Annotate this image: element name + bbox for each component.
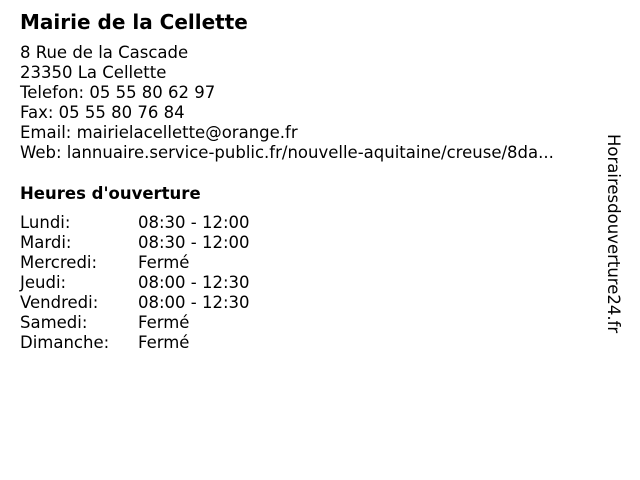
fax-line: Fax: 05 55 80 76 84 xyxy=(20,103,185,122)
day-label: Mardi: xyxy=(20,233,72,252)
hours-value: Fermé xyxy=(138,333,190,352)
opening-hours-heading: Heures d'ouverture xyxy=(20,184,201,203)
city-line: 23350 La Cellette xyxy=(20,63,167,82)
day-label: Jeudi: xyxy=(20,273,67,292)
hours-value: 08:30 - 12:00 xyxy=(138,213,250,232)
hours-value: 08:30 - 12:00 xyxy=(138,233,250,252)
page-title: Mairie de la Cellette xyxy=(20,10,248,34)
web-line: Web: lannuaire.service-public.fr/nouvelle-aquitaine/creuse/8da... xyxy=(20,143,554,162)
phone-line: Telefon: 05 55 80 62 97 xyxy=(20,83,216,102)
day-label: Dimanche: xyxy=(20,333,110,352)
address-block xyxy=(20,43,554,163)
email-line: Email: mairielacellette@orange.fr xyxy=(20,123,298,142)
hours-value: 08:00 - 12:30 xyxy=(138,273,250,292)
day-label: Samedi: xyxy=(20,313,88,332)
day-label: Mercredi: xyxy=(20,253,98,272)
hours-value: 08:00 - 12:30 xyxy=(138,293,250,312)
site-watermark: Horairesdouverture24.fr xyxy=(604,134,623,334)
day-label: Lundi: xyxy=(20,213,71,232)
street-line: 8 Rue de la Cascade xyxy=(20,43,189,62)
hours-value: Fermé xyxy=(138,313,190,332)
day-label: Vendredi: xyxy=(20,293,99,312)
hours-value: Fermé xyxy=(138,253,190,272)
